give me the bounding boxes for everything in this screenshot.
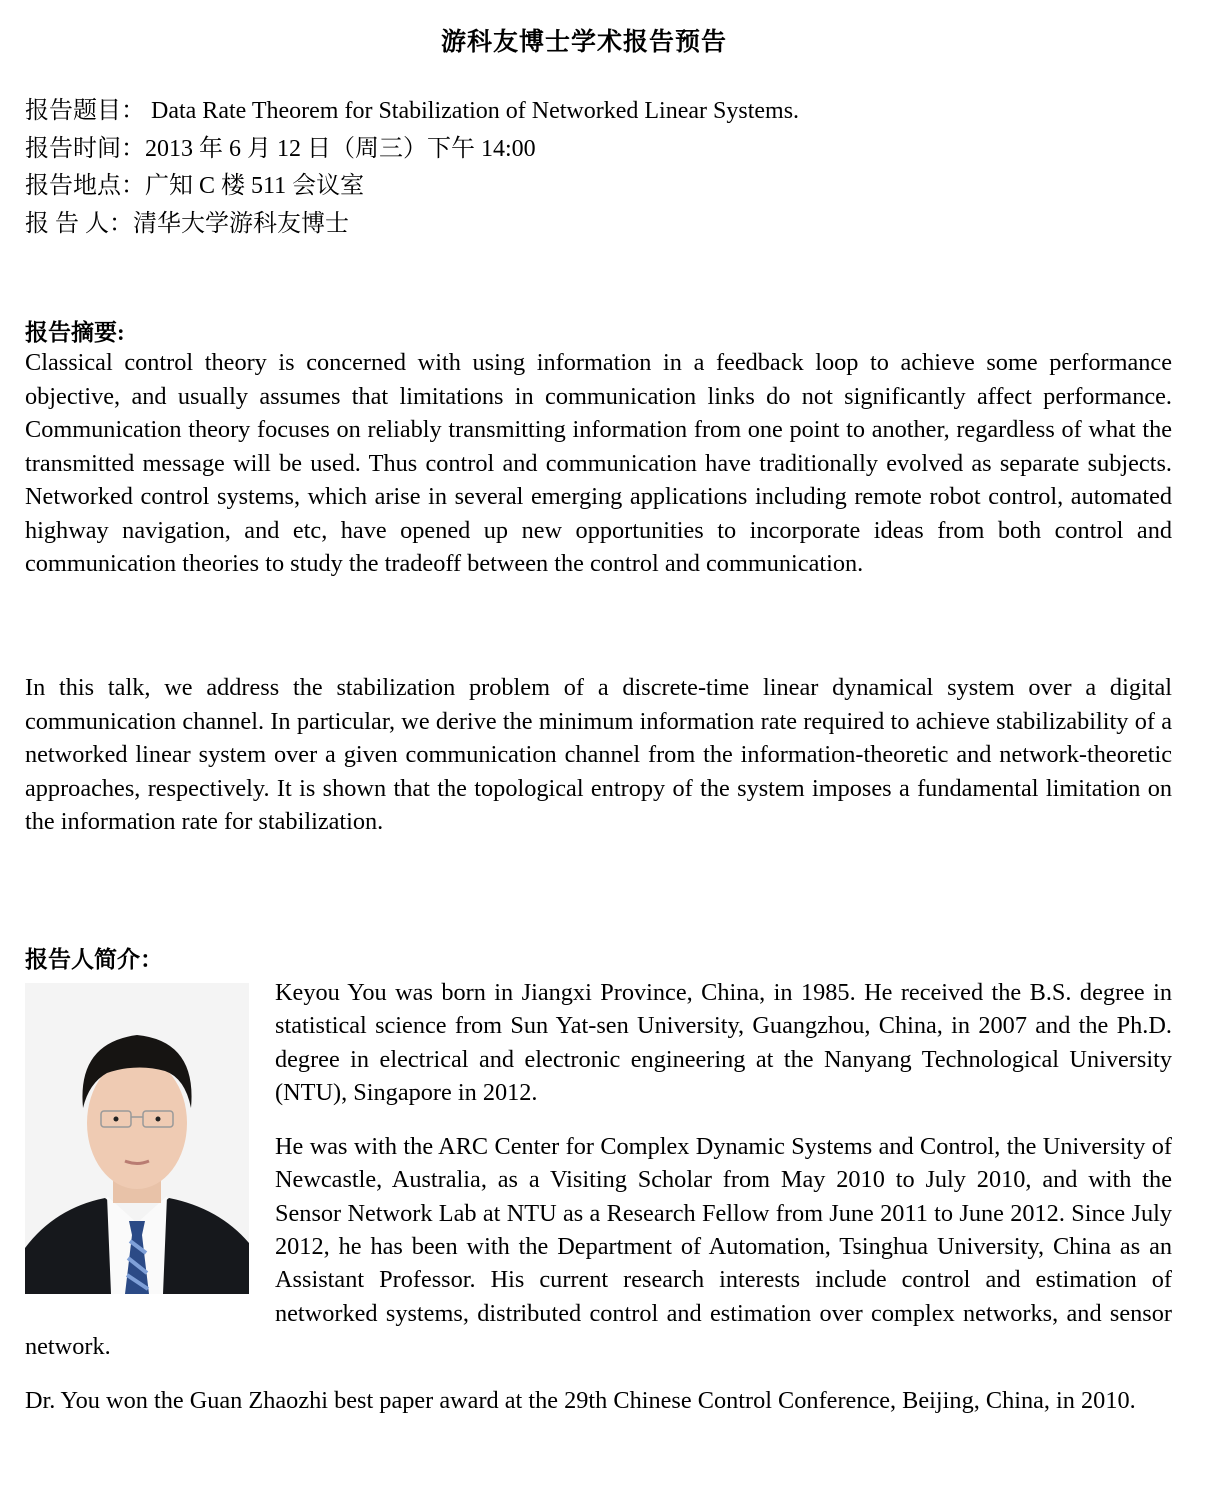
info-value: 清华大学游科友博士 bbox=[133, 210, 349, 237]
info-label: 报告地点： bbox=[25, 173, 145, 199]
talk-topic bbox=[25, 93, 799, 131]
info-value: 广知 C 楼 511 会议室 bbox=[145, 173, 365, 199]
document-title: 游科友博士学术报告预告 bbox=[440, 29, 727, 56]
bio-paragraph: Keyou You was born in Jiangxi Province, China, in 1985. He received the B.S. degree in statistical science from Sun Yat-sen University, Guangzhou, China, in 2007 and the Ph.D. degree in electrical and electronic engineering at the Nanyang Technological University (NTU), Singapore in 2012. bbox=[275, 979, 1172, 1106]
bio-text bbox=[25, 976, 1172, 1439]
info-value: Data Rate Theorem for Stabilization of Networked Linear Systems. bbox=[145, 98, 800, 124]
info-label: 报告题目： bbox=[25, 98, 145, 124]
bio-paragraph: He was with the ARC Center for Complex Dynamic Systems and Control, the University of Newcastle, Australia, as a Visiting Scholar from May 2010 to July 2010, and with the Sensor Network Lab at NTU as a Research Fellow from June 2011 to June 2012. Since July 2012, he has been with the Department of Automation, Tsinghua University, China as an Assistant Professor. His current research interests include control and estimation of networked systems, distributed control and estimation over complex networks, and sensor network. bbox=[25, 1133, 1172, 1360]
abstract-heading: 报告摘要: bbox=[25, 320, 125, 345]
abstract-paragraph: Classical control theory is concerned with using information in a feedback loop to achieve some performance objective, and usually assumes that limitations in communication links do not significantly affect performance. Communication theory focuses on reliably transmitting information from one point to another, regardless of what the transmitted message will be used. Thus control and communication have traditionally evolved as separate subjects. Networked control systems, which arise in several emerging applications including remote robot control, automated highway navigation, and etc, have opened up new opportunities to incorporate ideas from both control and communication theories to study the tradeoff between the control and communication. bbox=[25, 349, 1172, 577]
talk-time bbox=[25, 131, 799, 169]
talk-speaker bbox=[25, 206, 799, 244]
info-value: 2013 年 6 月 12 日（周三）下午 14:00 bbox=[145, 135, 536, 162]
abstract-paragraph: In this talk, we address the stabilization problem of a discrete-time linear dynamical system over a digital communication channel. In particular, we derive the minimum information rate required to achieve stabilizability of a networked linear system over a given communication channel from the information-theoretic and network-theoretic approaches, respectively. It is shown that the topological entropy of the system imposes a fundamental limitation on the information rate for stabilization. bbox=[25, 674, 1172, 835]
info-label: 报 告 人： bbox=[25, 210, 133, 237]
talk-location bbox=[25, 168, 799, 206]
talk-info bbox=[25, 93, 799, 243]
bio-heading: 报告人简介： bbox=[25, 947, 163, 972]
bio-paragraph: Dr. You won the Guan Zhaozhi best paper award at the 29th Chinese Control Conference, Beijing, China, in 2010. bbox=[25, 1387, 1136, 1415]
info-label: 报告时间： bbox=[25, 135, 145, 162]
